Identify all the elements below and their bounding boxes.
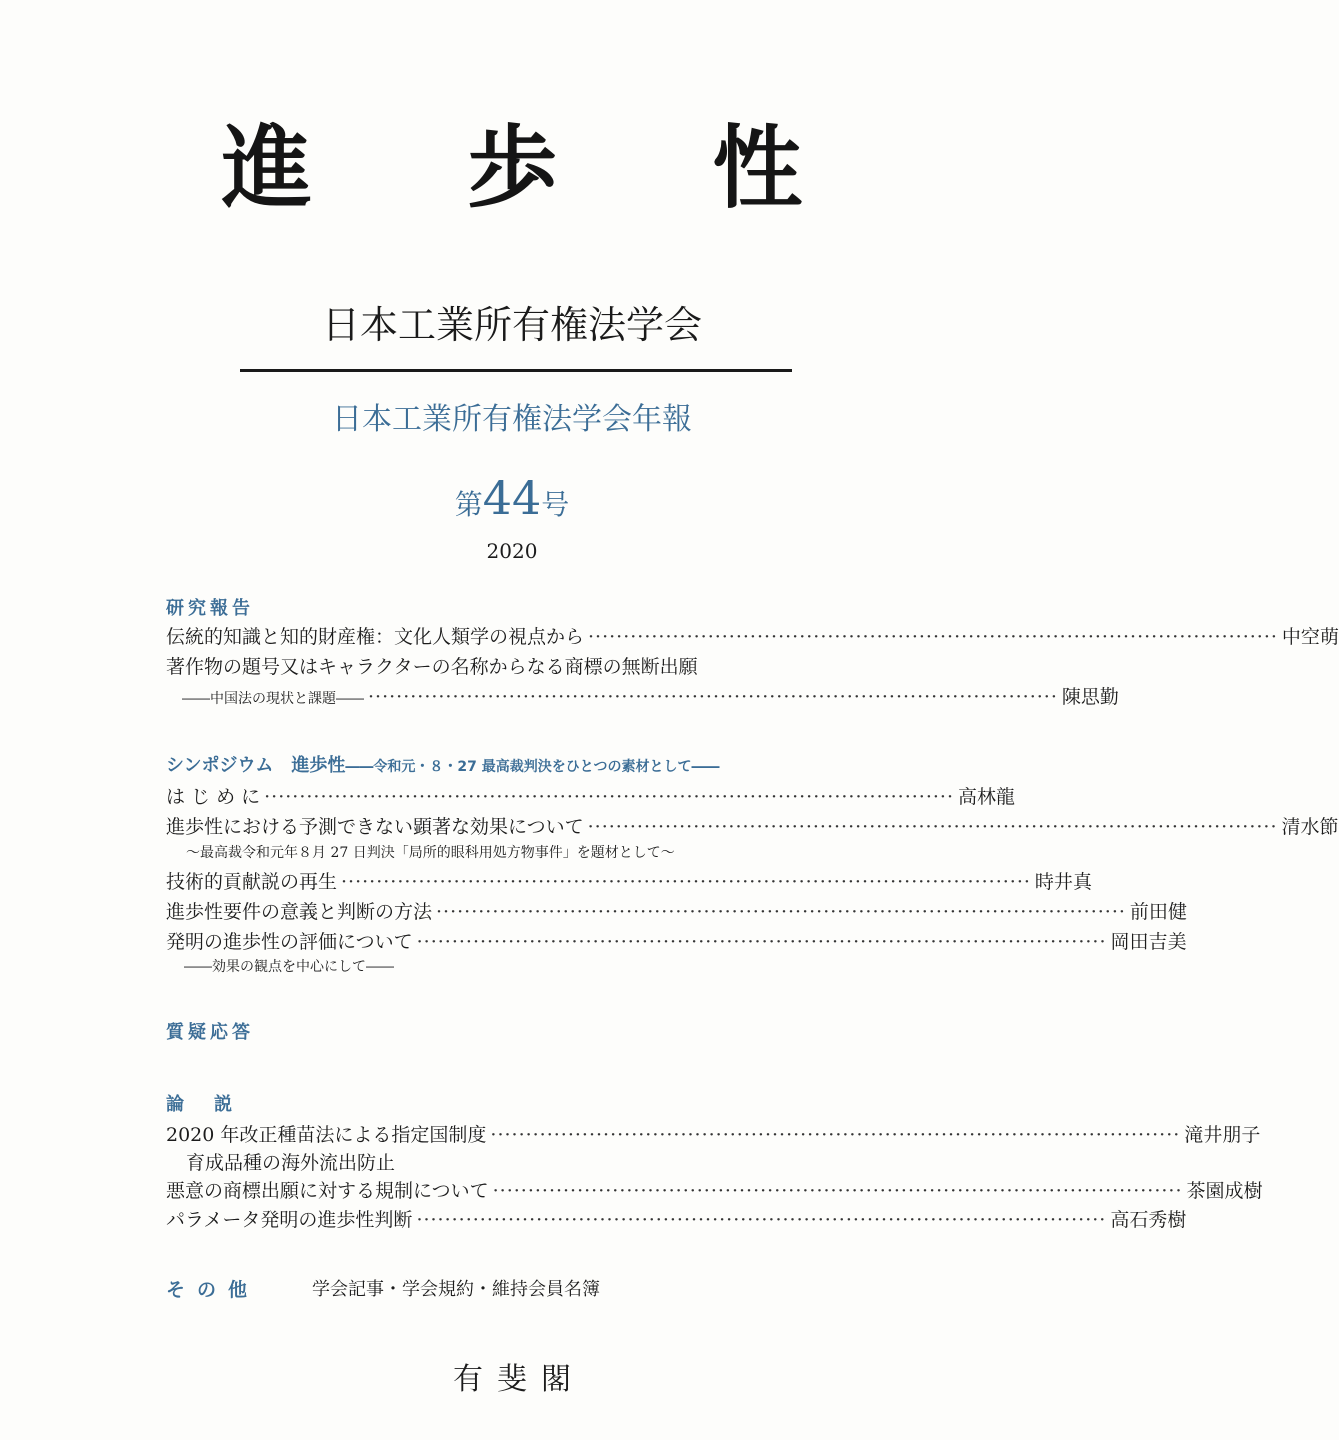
entry-author: 岡 田 吉 美 xyxy=(1110,931,1187,953)
articles-heading: 論 説 xyxy=(166,1094,238,1115)
entry-title: 進歩性要件の意義と判断の方法 xyxy=(166,901,433,923)
dot-leader: ·································································································· xyxy=(436,901,1126,923)
toc-entry xyxy=(166,927,1187,957)
dot-leader: ·································································································· xyxy=(416,931,1107,953)
toc-entry xyxy=(166,897,1187,927)
entry-author: 茶 園 成 樹 xyxy=(1186,1180,1263,1202)
toc-entry-title: 著作物の題号又はキャラクターの名称からなる商標の無断出願 xyxy=(166,656,698,678)
dot-leader: ·································································································· xyxy=(587,816,1278,838)
entry-title: 発明の進歩性の評価について xyxy=(166,931,413,953)
issue-prefix: 第 xyxy=(454,488,483,521)
entry-author: 陳 思 勤 xyxy=(1061,686,1119,708)
entry-title: 伝統的知識と知的財産権：文化人類学の視点から xyxy=(166,626,585,648)
entry-author: 滝 井 朋 子 xyxy=(1184,1124,1261,1146)
entry-author: 高 林 龍 xyxy=(958,786,1016,808)
publication-year: 2020 xyxy=(486,539,538,563)
title-divider xyxy=(240,369,792,372)
symposium-heading: シンポジウム 進歩性――令和元・８・27 最高裁判決をひとつの素材として―― xyxy=(166,755,720,776)
research-heading: 研究報告 xyxy=(166,598,254,619)
entry-author: 清 水 節 xyxy=(1281,816,1339,838)
publisher-name: 有斐閣 xyxy=(453,1362,585,1397)
issue-number xyxy=(0,468,1024,539)
dot-leader: ·································································································· xyxy=(490,1124,1181,1146)
entry-subtitle: ――効果の観点を中心にして―― xyxy=(184,959,394,975)
entry-author: 中 空 萌 xyxy=(1281,626,1339,648)
entry-title: は じ め に xyxy=(166,786,261,808)
dot-leader: ·································································································· xyxy=(416,1209,1107,1231)
toc-entry xyxy=(182,682,1119,712)
entry-title: 2020 年改正種苗法による指定国制度 xyxy=(166,1124,487,1146)
book-title: 進 歩 性 xyxy=(221,115,865,221)
entry-title: パラメータ発明の進歩性判断 xyxy=(166,1209,413,1231)
toc-entry-subtitle: 育成品種の海外流出防止 xyxy=(186,1152,396,1174)
dot-leader: ·································································································· xyxy=(341,871,1031,893)
society-name: 日本工業所有権法学会 xyxy=(321,303,702,347)
entry-title: 進歩性における予測できない顕著な効果について xyxy=(166,816,584,838)
toc-entry xyxy=(166,812,1339,842)
issue-suffix: 号 xyxy=(541,488,570,521)
entry-author: 前 田 健 xyxy=(1129,901,1187,923)
toc-entry xyxy=(166,782,1016,812)
annual-report-title: 日本工業所有権法学会年報 xyxy=(332,402,692,437)
dot-leader: ·································································································· xyxy=(588,626,1278,648)
entry-author: 高 石 秀 樹 xyxy=(1110,1209,1187,1231)
toc-entry xyxy=(166,1176,1263,1206)
toc-entry xyxy=(166,1205,1187,1235)
misc-heading: その他 xyxy=(166,1279,260,1301)
qa-heading: 質疑応答 xyxy=(166,1022,254,1043)
toc-entry xyxy=(166,1120,1261,1150)
misc-contents: 学会記事・学会規約・維持会員名簿 xyxy=(312,1279,600,1300)
toc-entry xyxy=(166,867,1092,897)
dot-leader: ·································································································· xyxy=(264,786,955,808)
issue-value: 44 xyxy=(482,471,542,525)
toc-entry xyxy=(166,622,1339,652)
entry-subtitle: ～最高裁令和元年８月 27 日判決「局所的眼科用処方物事件」を題材として～ xyxy=(186,845,675,861)
dot-leader: ·································································································· xyxy=(492,1180,1183,1202)
entry-subtitle: ――中国法の現状と課題―― xyxy=(182,691,364,707)
symposium-subheading: ――令和元・８・27 最高裁判決をひとつの素材として―― xyxy=(345,759,720,775)
entry-title: 悪意の商標出願に対する規制について xyxy=(166,1180,489,1202)
entry-author: 時 井 真 xyxy=(1034,871,1092,893)
dot-leader: ·································································································· xyxy=(368,686,1058,708)
entry-title: 技術的貢献説の再生 xyxy=(166,871,338,893)
